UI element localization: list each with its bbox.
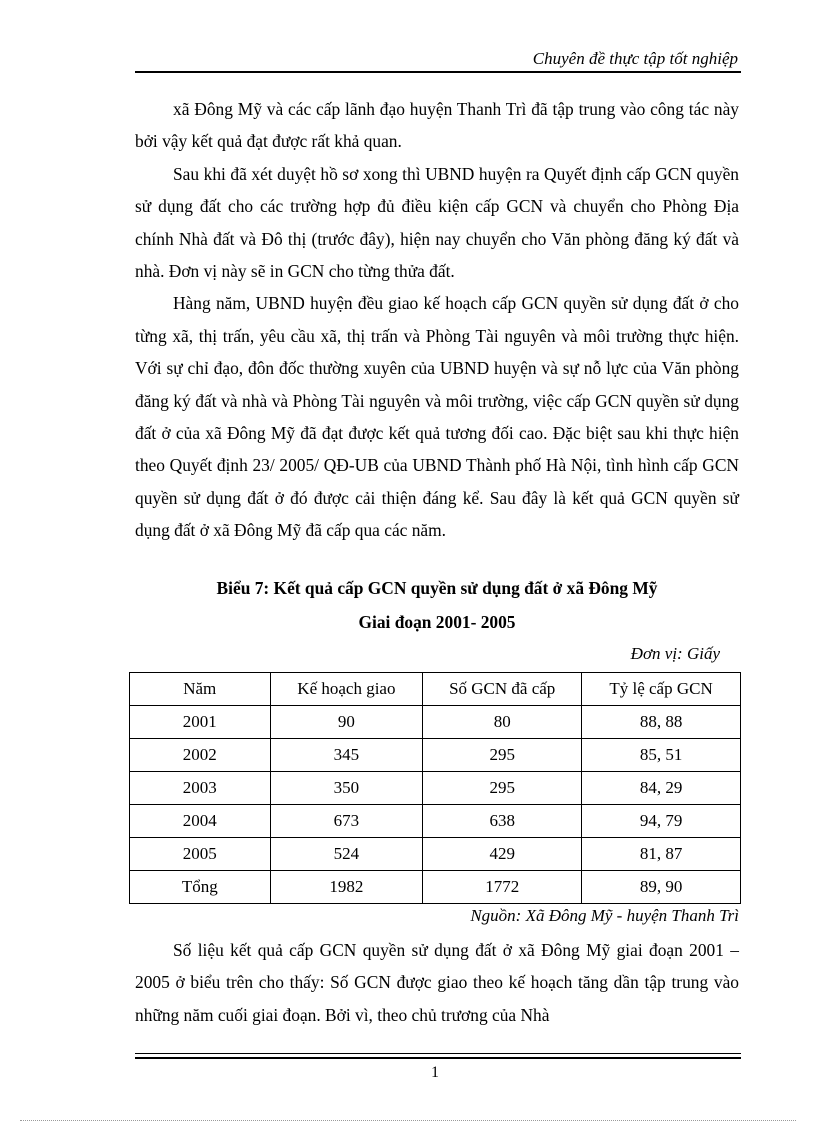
column-header-plan: Kế hoạch giao — [270, 673, 423, 706]
cell-plan: 90 — [270, 706, 423, 739]
cell-year: 2004 — [130, 805, 271, 838]
cell-plan: 350 — [270, 772, 423, 805]
cell-issued: 295 — [423, 739, 582, 772]
table-row — [130, 805, 741, 838]
cell-issued: 80 — [423, 706, 582, 739]
table-row — [130, 739, 741, 772]
column-header-issued: Số GCN đã cấp — [423, 673, 582, 706]
body-text — [135, 93, 739, 547]
table-total-row — [130, 871, 741, 904]
cell-plan: 524 — [270, 838, 423, 871]
results-table — [129, 672, 741, 904]
cell-issued: 429 — [423, 838, 582, 871]
table-row — [130, 772, 741, 805]
table-row — [130, 706, 741, 739]
table-subcaption: Giai đoạn 2001- 2005 — [358, 612, 516, 632]
cell-rate: 88, 88 — [582, 706, 741, 739]
cell-year: 2003 — [130, 772, 271, 805]
cell-issued: 1772 — [423, 871, 582, 904]
table-caption: Biểu 7: Kết quả cấp GCN quyền sử dụng đất ở xã Đông Mỹ — [216, 578, 658, 598]
paragraph: Hàng năm, UBND huyện đều giao kế hoạch cấp GCN quyền sử dụng đất ở cho từng xã, thị trấn, yêu cầu xã, thị trấn và Phòng Tài nguyên và môi trường thực hiện. Với sự chỉ đạo, đôn đốc thường xuyên của UBND huyện và sự nỗ lực của Văn phòng đăng ký đất và nhà và Phòng Tài nguyên và môi trường, việc cấp GCN quyền sử dụng đất ở của xã Đông Mỹ đã đạt được kết quả tương đối cao. Đặc biệt sau khi thực hiện theo Quyết định 23/ 2005/ QĐ-UB của UBND Thành phố Hà Nội, tình hình cấp GCN quyền sử dụng đất ở đó được cải thiện đáng kể. Sau đây là kết quả GCN quyền sử dụng đất ở xã Đông Mỹ đã cấp qua các năm. — [135, 293, 739, 541]
body-text-continued — [135, 934, 739, 1031]
table-header-row — [130, 673, 741, 706]
paragraph-continuation: xã Đông Mỹ và các cấp lãnh đạo huyện Thanh Trì đã tập trung vào công tác này bởi vậy kết quả đạt được rất khả quan. — [135, 99, 739, 152]
column-header-year: Năm — [130, 673, 271, 706]
paragraph: Số liệu kết quả cấp GCN quyền sử dụng đất ở xã Đông Mỹ giai đoạn 2001 – 2005 ở biểu trên cho thấy: Số GCN được giao theo kế hoạch tăng dần tập trung vào những năm cuối giai đoạn. Bởi vì, theo chủ trương của Nhà — [135, 940, 739, 1025]
page-edge — [20, 1120, 796, 1121]
table-row — [130, 838, 741, 871]
cell-plan: 673 — [270, 805, 423, 838]
cell-rate: 85, 51 — [582, 739, 741, 772]
cell-year: 2001 — [130, 706, 271, 739]
header-divider — [135, 71, 741, 73]
cell-plan: 1982 — [270, 871, 423, 904]
table-source: Nguồn: Xã Đông Mỹ - huyện Thanh Trì — [470, 906, 739, 925]
table-unit: Đơn vị: Giấy — [630, 644, 720, 663]
paragraph: Sau khi đã xét duyệt hồ sơ xong thì UBND huyện ra Quyết định cấp GCN quyền sử dụng đất cho các trường hợp đủ điều kiện cấp GCN và chuyển cho Phòng Địa chính Nhà đất và Đô thị (trước đây), hiện nay chuyển cho Văn phòng đăng ký đất và nhà. Đơn vị này sẽ in GCN cho từng thửa đất. — [135, 163, 739, 282]
cell-year: 2002 — [130, 739, 271, 772]
column-header-rate: Tỷ lệ cấp GCN — [582, 673, 741, 706]
cell-issued: 638 — [423, 805, 582, 838]
cell-issued: 295 — [423, 772, 582, 805]
running-header: Chuyên đề thực tập tốt nghiệp — [532, 49, 738, 68]
cell-rate: 81, 87 — [582, 838, 741, 871]
cell-rate: 84, 29 — [582, 772, 741, 805]
cell-rate: 89, 90 — [582, 871, 741, 904]
cell-plan: 345 — [270, 739, 423, 772]
footer-divider — [135, 1053, 741, 1054]
cell-rate: 94, 79 — [582, 805, 741, 838]
page-number: 1 — [431, 1064, 439, 1081]
cell-year: Tổng — [130, 871, 271, 904]
footer-divider-thick — [135, 1057, 741, 1059]
cell-year: 2005 — [130, 838, 271, 871]
